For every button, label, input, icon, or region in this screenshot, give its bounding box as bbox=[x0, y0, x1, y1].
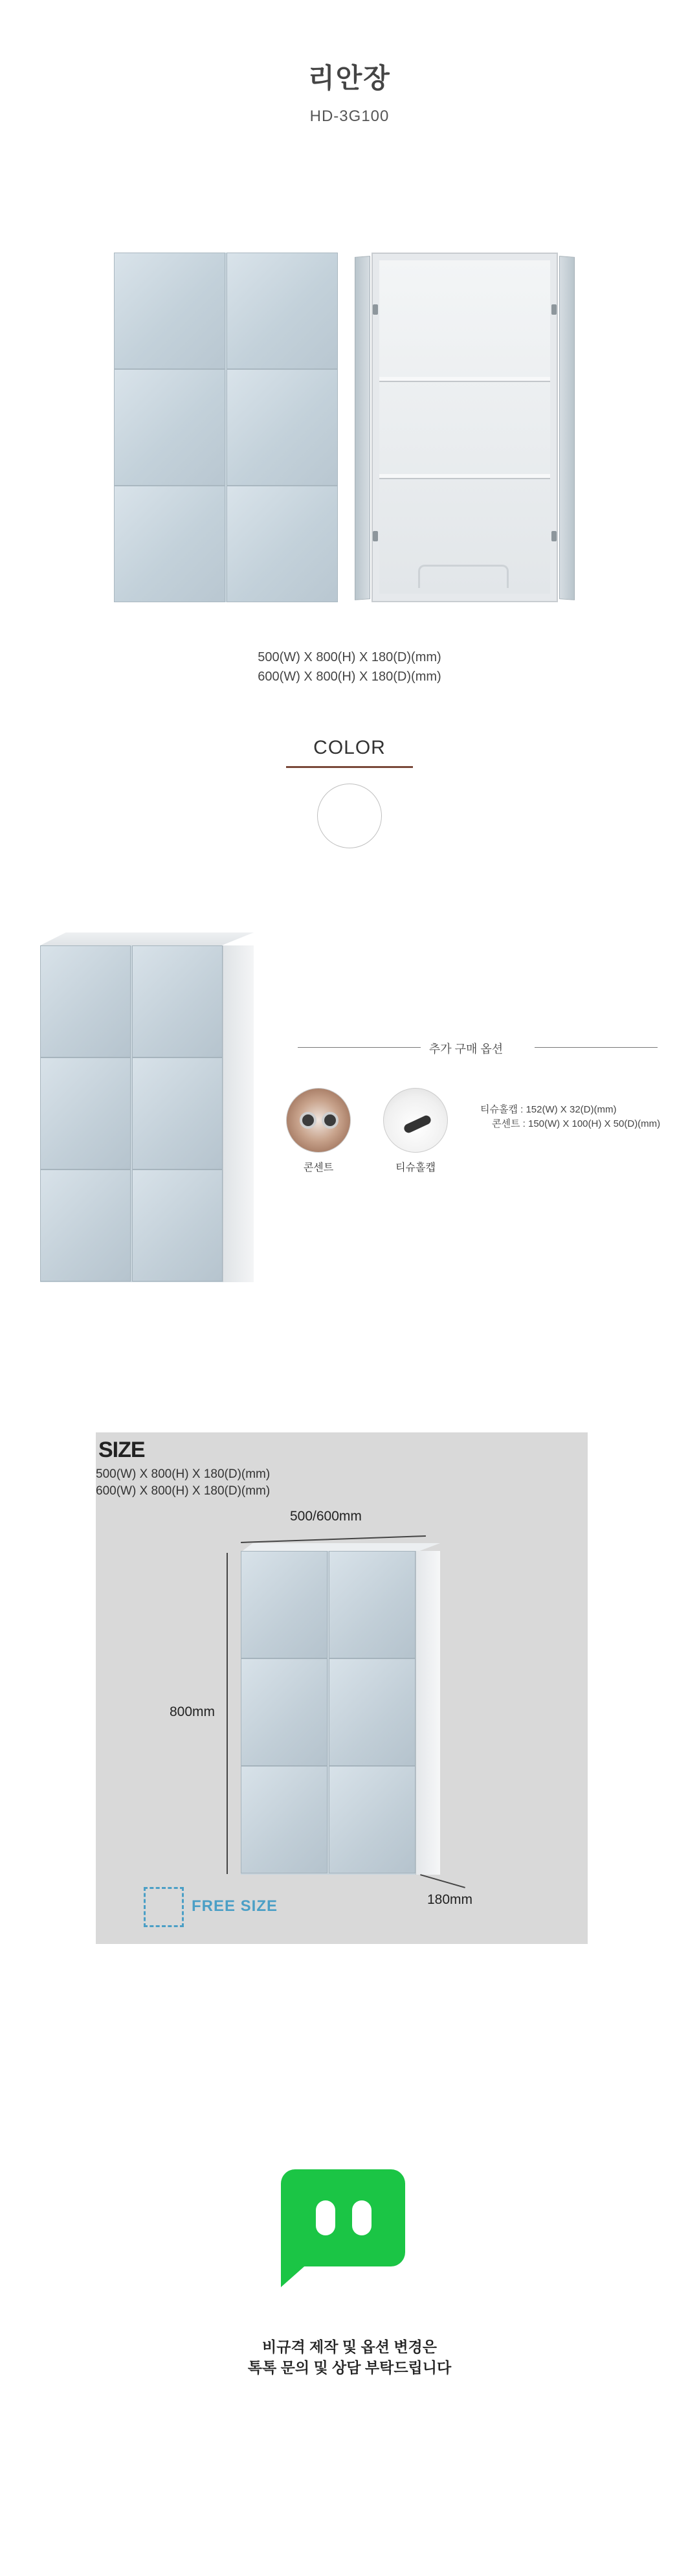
mirror-pane bbox=[40, 945, 131, 1057]
bubble-eye bbox=[316, 2200, 335, 2235]
talk-chat-icon[interactable] bbox=[281, 2169, 405, 2287]
mirror-pane bbox=[132, 1057, 223, 1169]
cabinet-perspective-image bbox=[40, 932, 254, 1282]
mirror-pane bbox=[241, 1658, 327, 1766]
mirror-pane bbox=[40, 1169, 131, 1282]
open-right-door bbox=[559, 256, 575, 600]
bubble-body bbox=[281, 2169, 405, 2266]
options-title: 추가 구매 옵션 bbox=[428, 1043, 504, 1056]
tissue-slot bbox=[418, 565, 509, 588]
left-door bbox=[114, 253, 225, 602]
cabinet-side bbox=[223, 945, 254, 1282]
width-label: 500/600mm bbox=[290, 1509, 362, 1524]
color-title: COLOR bbox=[313, 737, 386, 758]
depth-label: 180mm bbox=[427, 1892, 473, 1907]
mirror-pane bbox=[40, 1057, 131, 1169]
bubble-eye bbox=[352, 2200, 372, 2235]
dimension-text: 600(W) X 800(H) X 180(D)(mm) bbox=[258, 670, 441, 684]
divider bbox=[298, 1047, 421, 1048]
option-label: 콘센트 bbox=[303, 1162, 334, 1173]
tissue-hole bbox=[403, 1114, 432, 1134]
cabinet-front bbox=[40, 945, 223, 1282]
contact-notice-line: 톡톡 문의 및 상담 부탁드립니다 bbox=[247, 2359, 452, 2376]
socket-hole bbox=[322, 1112, 338, 1129]
shelf bbox=[379, 377, 550, 382]
mirror-pane bbox=[114, 253, 225, 369]
mirror-pane bbox=[114, 486, 225, 602]
mirror-pane bbox=[227, 253, 338, 369]
height-dimension-line bbox=[227, 1553, 228, 1874]
hinge-icon bbox=[551, 531, 557, 541]
mirror-pane bbox=[114, 369, 225, 486]
mirror-pane bbox=[241, 1766, 327, 1873]
hinge-icon bbox=[551, 304, 557, 315]
brand-title: 리안장 bbox=[308, 62, 391, 94]
cabinet-front bbox=[241, 1551, 416, 1875]
cabinet-interior bbox=[372, 253, 558, 602]
power-socket-icon[interactable] bbox=[286, 1088, 351, 1153]
contact-notice-line: 비규격 제작 및 옵션 변경은 bbox=[262, 2338, 437, 2355]
closed-cabinet-image bbox=[114, 253, 338, 602]
option-spec: 티슈홀캡 : 152(W) X 32(D)(mm) bbox=[480, 1104, 617, 1115]
height-label: 800mm bbox=[170, 1704, 216, 1719]
free-size-label: FREE SIZE bbox=[192, 1897, 278, 1915]
size-spec: 500(W) X 800(H) X 180(D)(mm) bbox=[96, 1467, 271, 1481]
cabinet-side bbox=[416, 1551, 440, 1875]
mirror-pane bbox=[227, 369, 338, 486]
hinge-icon bbox=[373, 304, 378, 315]
socket-hole bbox=[300, 1112, 316, 1129]
mirror-pane bbox=[241, 1551, 327, 1658]
open-left-door bbox=[355, 256, 370, 600]
model-number: HD-3G100 bbox=[309, 107, 390, 125]
size-spec: 600(W) X 800(H) X 180(D)(mm) bbox=[96, 1484, 271, 1498]
tissue-hole-icon[interactable] bbox=[383, 1088, 448, 1153]
right-door bbox=[227, 253, 338, 602]
option-label: 티슈홀캡 bbox=[395, 1162, 436, 1173]
mirror-pane bbox=[227, 486, 338, 602]
open-cabinet-image bbox=[355, 253, 575, 602]
free-size-icon bbox=[144, 1887, 184, 1927]
hinge-icon bbox=[373, 531, 378, 541]
mirror-pane bbox=[132, 1169, 223, 1282]
size-title: SIZE bbox=[98, 1438, 145, 1462]
divider bbox=[535, 1047, 658, 1048]
cabinet-top bbox=[40, 932, 254, 945]
mirror-pane bbox=[329, 1658, 416, 1766]
mirror-pane bbox=[132, 945, 223, 1057]
color-title-underline bbox=[286, 766, 413, 768]
color-swatch-white[interactable] bbox=[317, 784, 382, 848]
mirror-pane bbox=[329, 1551, 416, 1658]
mirror-pane bbox=[329, 1766, 416, 1873]
option-spec: 콘센트 : 150(W) X 100(H) X 50(D)(mm) bbox=[492, 1118, 661, 1129]
shelf bbox=[379, 474, 550, 479]
dimension-text: 500(W) X 800(H) X 180(D)(mm) bbox=[258, 650, 441, 664]
